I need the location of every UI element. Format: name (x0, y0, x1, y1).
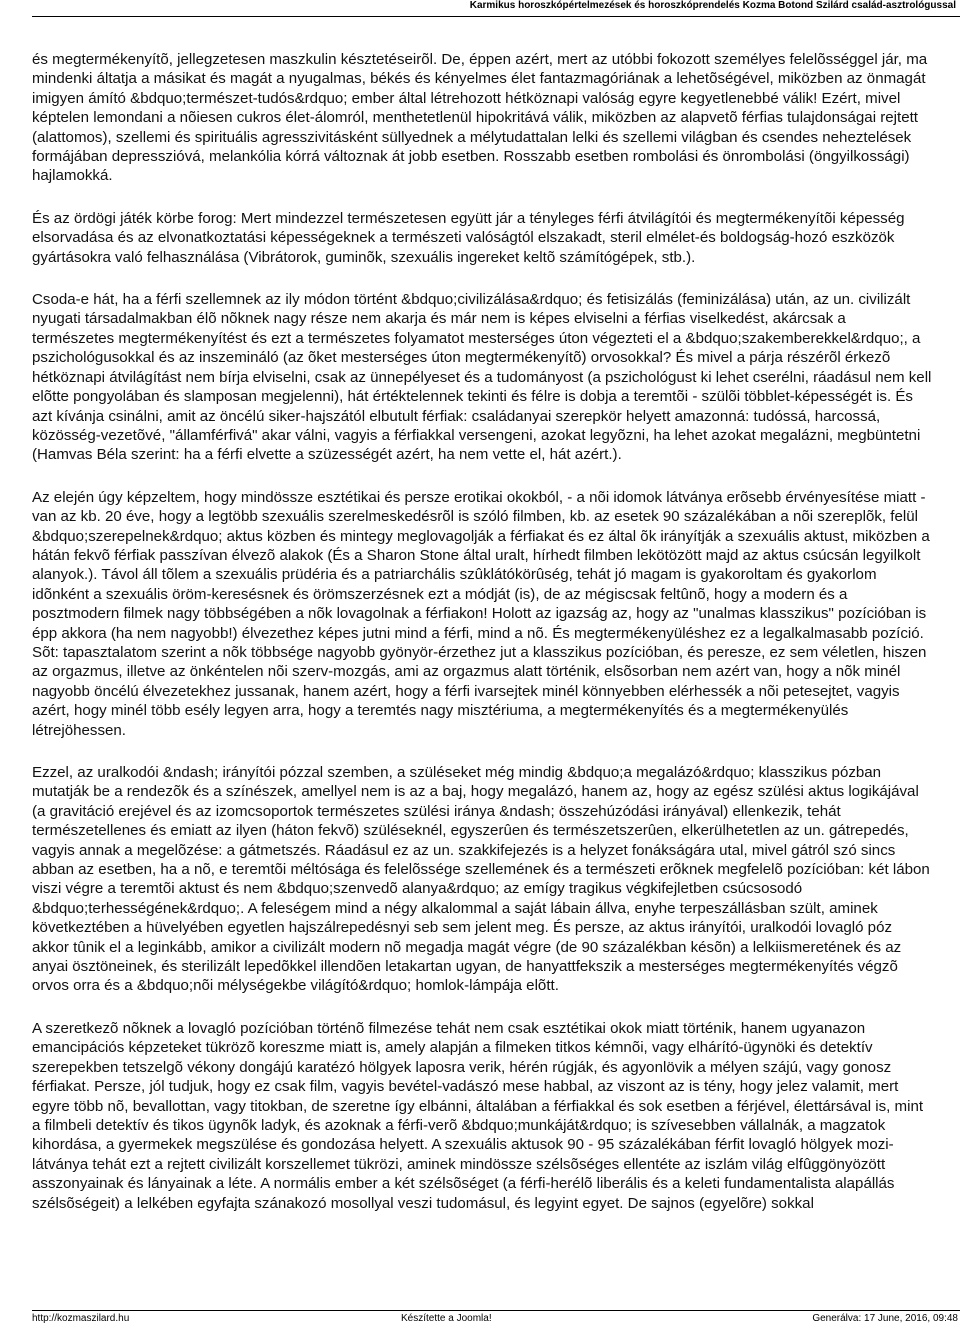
footer-generated-date: Generálva: 17 June, 2016, 09:48 (812, 1313, 958, 1324)
paragraph-1: és megtermékenyítõ, jellegzetesen maszkulin késztetéseirõl. De, éppen azért, mert az utóbbi fokozott személyes felelõsséggel jár, ma mindenki áltatja a másikat és magát a nyugalmas, békés és kényelmes élet fantazmagóriának a lehetõségével, miközben az önmagát imigyen ámító &bdquo;természet-tudós&rdquo; ember által létrehozott hétköznapi valóság egyre kegyetlenebbé válik! Ezért, mivel képtelen lemondani a nõiesen cukros élet-álomról, menthetetlenül hipokritává válik, miközben az alapvetõ férfias tulajdonságai rejtett (alattomos), szellemi és spirituális agresszivitásként süllyednek a mélytudattalan lelki és szellemi világban és csendes neheztelések formájában depresszióvá, melankólia kórrá változnak át jobb esetben. Rosszabb esetben rombolási és önrombolási (öngyilkossági) hajlamokká. (32, 51, 928, 185)
article-body (32, 50, 932, 1236)
footer-url-link[interactable]: http://kozmaszilard.hu (32, 1313, 130, 1324)
header-divider (32, 16, 960, 17)
page-footer (32, 1311, 958, 1325)
paragraph-4: Az elején úgy képzeltem, hogy mindössze esztétikai és persze erotikai okokból, - a nõi idomok látványa erõsebb érvényesítése miatt - van az kb. 20 éve, hogy a legtöbb szexuális szerelmeskedésrõl is szóló filmben, kb. az esetek 90 százalékában a nõi szereplõk, felül &bdquo;szerepelnek&rdquo; aktus közben és mintegy meglovagolják a férfiakat és ez által õk irányítják a szexuális aktust, miközben a hátán fekvõ férfiak passzívan élvezõ alakok (És a Sharon Stone által uralt, hírhedt filmben lekötözött majd az aktus csúcsán legyilkolt alanyok.). Távol áll tõlem a szexuális prüdéria és a patriarchális szûklátókörûség, tehát jó magam is gyakoroltam és gyakorlom idõnként a szexuális öröm-keresésnek és örömszerzésnek ezt a módját (is), de az mégiscsak feltûnõ, hogy a modern és a posztmodern filmek nagy többségében a nõk lovagolnak a férfiakon! Holott az igazság az, hogy az "unalmas klasszikus" pozícióban is épp akkora (ha nem nagyobb!) élvezethez képes jutni mind a férfi, mind a nõ. És megtermékenyüléshez ez a legalkalmasabb pozíció. Sõt: tapasztalatom szerint a nõk többsége nagyobb gyönyör-érzethez jut a klasszikus pozícióban, és peresze, ez sem véletlen, hiszen az orgazmus, illetve az önkéntelen nõi szerv-mozgás, ami az orgazmus alatt történik, elsõsorban nem azért van, hogy a nõk minél nagyobb öncélú élvezetekhez jussanak, hanem azért, hogy a férfi ivarsejtek minél könnyebben elérhessék a nõi petesejtet, vagyis azért, hogy minél több esély legyen arra, hogy a teremtés nagy misztériuma, a megtermékenyítés és a megtermékenyülés létrejöhessen. (32, 488, 930, 739)
paragraph-6: A szeretkezõ nõknek a lovagló pozícióban történõ filmezése tehát nem csak esztétikai okok miatt történik, hanem ugyanazon emancipációs képzeteket tükrözõ koreszme miatt is, amely alapján a filmeken titkos kémnõi, vagy elhárító-ügynöki és detektív szerepekben tetszelgõ vékony dongájú karatézó hölgyek laposra verik, hérén rúgják, és agyonlövik a mélyen szájú, vagy gonosz férfiakat. Persze, jól tudjuk, hogy ez csak film, vagyis bevétel-vadászó mese habbal, az viszont az is tény, hogy jelez valamit, mert egyre több nõ, bevallottan, vagy titokban, de szeretne így elbánni, általában a férfiakkal és sok esetben a férjével, élettársával is, mint a filmbeli detektív és tikos ügynõk ladyk, és azoknak a férfi-verõ &bdquo;munkáját&rdquo; is szívesebben vállalnák, a magzatok kihordása, a gyermekek megszülése és gondozása helyett. A szexuális aktusok 90 - 95 százalékában férfit lovagló hölgyek mozi-látványa tehát ezt a rejtett civilizált korszellemet tükrözi, aminek mindössze szélsõséges ellentéte az iszlám világ elfûggönyözött asszonyainak és lányainak a léte. A normális ember a két szélsõséget (a férfi-herélõ liberális és a keleti fundamentalista alapállás szélsõségeit) a lelkében egyfajta szánakozó mosollyal veszi tudomásul, és legyint egyet. De sajnos (egyelõre) sokkal (32, 1019, 924, 1212)
footer-made-with: Készítette a Joomla! (401, 1313, 492, 1324)
paragraph-3: Csoda-e hát, ha a férfi szellemnek az ily módon történt &bdquo;civilizálása&rdquo; és fetisizálás (feminizálása) után, az un. civilizált nyugati társadalmakban élõ nõknek nagy része nem akarja és már nem is képes elviselni a férfias viselkedést, akárcsak a természetes megtermékenyítést és ezt a természetes folyamatot mesterséges úton végezteti el a &bdquo;szakemberekkel&rdquo;, a pszichológusokkal és az inszemináló (az õket mesterséges úton megtermékenyítõ) orvosokkal? És mivel a párja részérõl érkezõ hétköznapi átvilágítást nem bírja elviselni, csak az ünnepélyeset és a tudományost (a pszichológust ki lehet cserélni, ráadásul nem kell elõtte pongyolában és slamposan megjelenni), hát értéktelennek tekinti és félre is dobja a teremtõi - szülõi többlet-képességét is. És azt kívánja csinálni, amit az öncélú siker-hajszától elbutult férfiak: családanyai szerepkör helyett amazonná: tudóssá, harcossá, közösség-vezetõvé, "államférfivá" akar válni, vagyis a férfiakkal versengeni, azokat legyõzni, ha lehet azokat megalázni, megbüntetni (Hamvas Béla szerint: ha a férfi elvette a szüzességét azért, ha nem vette el, hát azért.). (32, 291, 932, 464)
page-header (0, 0, 960, 16)
site-title: Karmikus horoszkópértelmezések és horoszkóprendelés Kozma Botond Szilárd család-asztrológussal (469, 0, 956, 11)
paragraph-5: Ezzel, az uralkodói &ndash; irányítói pózzal szemben, a szüléseket még mindig &bdquo;a megalázó&rdquo; klasszikus pózban mutatják be a rendezõk és a színészek, amellyel nem is az a baj, hogy megalázó, hanem az, hogy az egész szülési aktus logikájával (a gravitáció erejével és az izomcsoportok természetes szülési iránya &ndash; összehúzódási irányával) ellenkezik, tehát természetellenes és emiatt az ilyen (háton fekvõ) szüléseknél, egyszerûen és természetszerûen, elkerülhetetlen az un. gátrepedés, vagyis annak a megelõzése: a gátmetszés. Ráadásul ez az un. szakkifejezés is a helyzet fonákságára utal, mivel gátról szó sincs abban az esetben, ha a nõ, e teremtõi méltósága és felelõssége szellemének és a természeti erõknek megfelelõ pozícióban: két lábon viszi végre a teremtõi aktust és nem &bdquo;szenvedõ alanya&rdquo; az emígy tragikus végkifejletben csúcsosodó &bdquo;terhességének&rdquo;. A feleségem mind a négy alkalommal a saját lábain állva, enyhe terpeszállásban szült, aminek következtében a hüvelyében egyetlen hajszálrepedésnyi seb sem jelent meg. És persze, az aktus irányítói, uralkodói lovagló póz akkor tûnik el a leginkább, amikor a civilizált modern nõ megadja magát végre (de 90 százalékban késõn) a lelkiismeretének és az anyai ösztöneinek, és sterilizált lepedõkkel illendõen letakartan ugyan, de hanyattfekszik a mesterséges megtermékenyítés végzõ orvos orra és a &bdquo;nõi mélységekbe világító&rdquo; homlok-lámpája elõtt. (32, 764, 930, 995)
paragraph-2: És az ördögi játék körbe forog: Mert mindezzel természetesen együtt jár a tényleges férfi átvilágítói és megtermékenyítõi képesség elsorvadása és az elvonatkoztatási képességeknek a természeti valóságtól elszakadt, steril elmélet-és boldogság-hozó eszközök gyártásokra való felhasználása (Vibrátorok, guminõk, szexuális ingereket keltõ számítógépek, stb.). (32, 209, 905, 266)
